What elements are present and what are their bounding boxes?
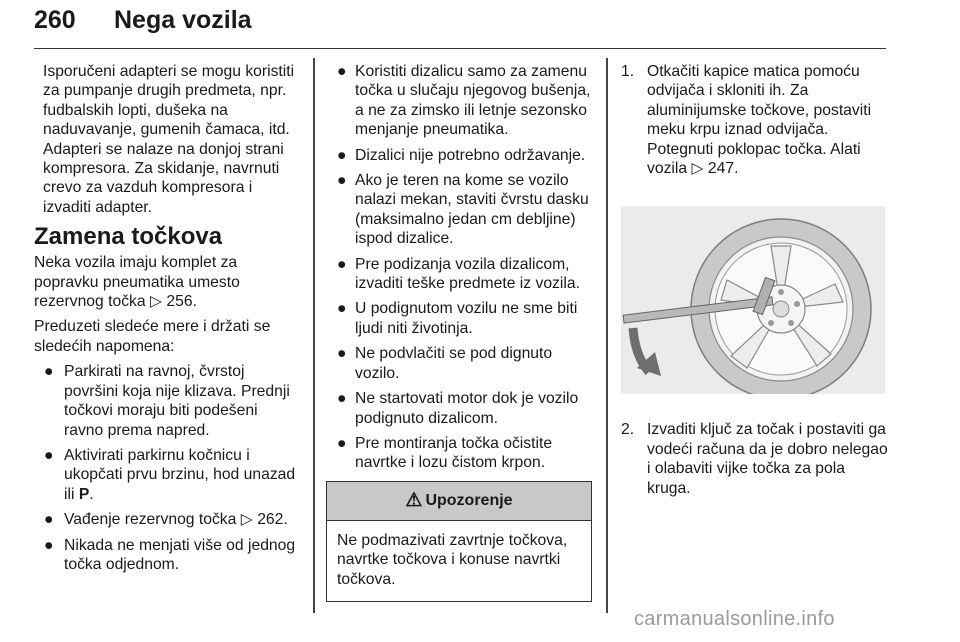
- column-middle: [326, 62, 592, 602]
- bullet-dot: ●: [337, 255, 347, 273]
- list-item: ● Vađenje rezervnog točka ▷ 262.: [44, 511, 288, 529]
- paragraph-measures: Preduzeti sledeće mere i držati se sledećih napomena:: [34, 318, 271, 355]
- list-item: ● U podignutom vozilu ne sme biti ljudi niti životinja.: [337, 300, 578, 337]
- step-item: 1. Otkačiti kapice matica pomoću odvijača i skloniti ih. Za aluminijumske točkove, postaviti meku krpu iznad odvijača. Potegnuti poklopac točka. Alati vozila ▷ 247.: [621, 63, 872, 178]
- list-item: ● Dizalici nije potrebno održavanje.: [337, 146, 586, 164]
- wheel-wrench-illustration: [621, 206, 885, 394]
- column-divider: [606, 58, 608, 613]
- bullet-dot: ●: [337, 172, 347, 190]
- arrow-ref-icon: ▷: [149, 293, 163, 311]
- column-divider: [313, 58, 315, 613]
- bullet-dot: ●: [337, 390, 347, 408]
- step-item: 2. Izvaditi ključ za točak i postaviti ga vodeći računa da je dobro nelegao i olabaviti vijke točka za pola kruga.: [621, 421, 888, 497]
- bullet-dot: ●: [337, 345, 347, 363]
- page-ref-link[interactable]: 262.: [257, 511, 288, 529]
- bullet-dot: ●: [44, 511, 54, 529]
- list-item: ● Koristiti dizalicu samo za zamenu točka u slučaju njegovog bušenja, a ne za zimsko ili letnje sezonsko menjanje pneumatika.: [337, 63, 591, 139]
- list-item: ● Ne podvlačiti se pod dignuto vozilo.: [337, 345, 553, 382]
- bullet-dot: ●: [44, 363, 54, 381]
- intro-paragraph: Isporučeni adapteri se mogu koristiti za pumpanje drugih predmeta, npr. fudbalskih lopti, dušeka na naduvavanje, gumenih čamaca, itd. Adapteri se nalaze na donjoj strani kompresora. Za skidanje, navrnuti crevo za vazduh kompresora i izvaditi adapter.: [43, 63, 295, 216]
- measures-list: [34, 362, 298, 574]
- bullet-dot: ●: [337, 300, 347, 318]
- page-ref-link[interactable]: 247.: [707, 160, 739, 178]
- warning-title: Upozorenje: [425, 492, 513, 510]
- list-item: ● Ako je teren na kome se vozilo nalazi mekan, staviti čvrstu dasku (maksimalno jedan cm debljine) ispod dizalice.: [337, 172, 589, 248]
- section-heading: Zamena točkova: [34, 223, 223, 251]
- steps-list: [621, 62, 891, 178]
- warning-box: [326, 481, 592, 602]
- bullet-dot: ●: [44, 446, 54, 464]
- paragraph-repair-kit: Neka vozila imaju komplet za popravku pneumatika umesto rezervnog točka ▷ 256.: [34, 254, 240, 311]
- arrow-ref-icon: ▷: [240, 511, 253, 529]
- jack-rules-list: [326, 62, 592, 473]
- list-item: ● Pre montiranja točka očistite navrtke i lozu čistom krpon.: [337, 434, 553, 472]
- warning-triangle-icon: ⚠: [405, 490, 423, 512]
- warning-text: Ne podmazivati zavrtnje točkova, navrtke točkova i konuse navrtki točkova.: [337, 531, 568, 588]
- bullet-dot: ●: [44, 536, 54, 554]
- list-item: ● Ne startovati motor dok je vozilo podignuto dizalicom.: [337, 390, 579, 427]
- page-number: 260: [34, 6, 76, 34]
- page-ref-link[interactable]: 256.: [166, 293, 197, 311]
- arrow-ref-icon: ▷: [691, 160, 704, 178]
- warning-header: [327, 482, 591, 521]
- page-title: Nega vozila: [114, 6, 252, 34]
- list-item: ● Aktivirati parkirnu kočnicu i ukopčati prvu brzinu, hod unazad ili P.: [44, 446, 296, 503]
- column-right: [621, 62, 891, 506]
- list-item: ● Pre podizanja vozila dizalicom, izvaditi teške predmete iz vozila.: [337, 255, 580, 293]
- column-left: [34, 62, 298, 580]
- watermark: carmanualsonline.info: [634, 608, 835, 630]
- bullet-dot: ●: [337, 146, 347, 164]
- bullet-dot: ●: [337, 63, 347, 80]
- page-header: [34, 0, 886, 49]
- wheel-wrench-svg: [621, 206, 885, 394]
- bullet-dot: ●: [337, 434, 347, 452]
- list-item: ● Nikada ne menjati više od jednog točka odjednom.: [44, 536, 296, 573]
- steps-list-continued: [621, 420, 891, 498]
- list-item: ● Parkirati na ravnoj, čvrstoj površini koja nije klizava. Prednji točkovi moraju biti podešeni ravno prema napred.: [44, 363, 290, 439]
